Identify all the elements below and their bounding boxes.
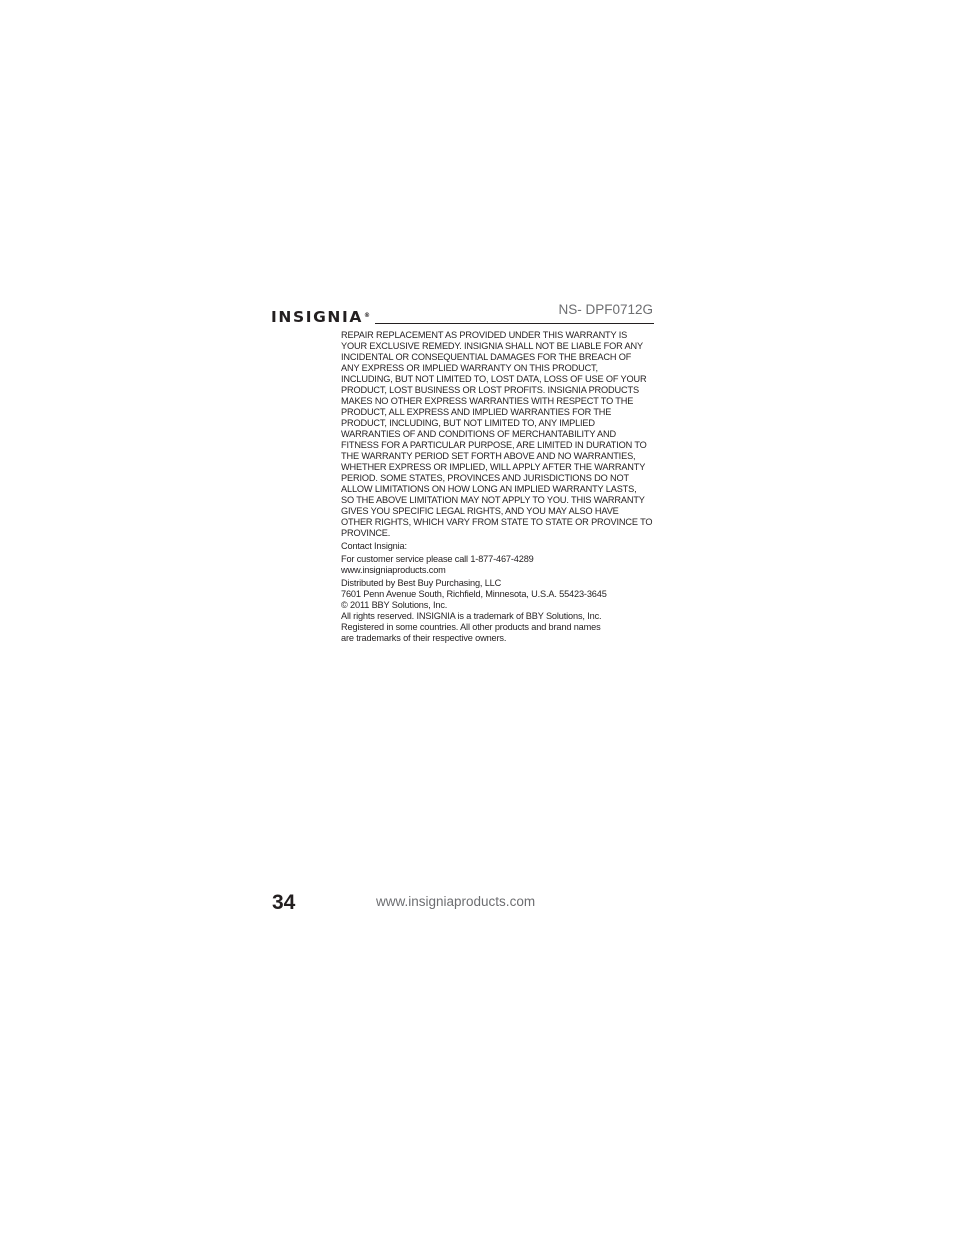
distributor-info: Distributed by Best Buy Purchasing, LLC 7601 Penn Avenue South, Richfield, Minnesota, U.S.A. 55423-3645 © 2011 BBY Solutions, Inc. All rights reserved. INSIGNIA is a trademark of BBY Solutions, Inc. Registered in some countries. All other products and brand names are trademarks of their respective owners. <box>341 578 607 643</box>
contact-heading: Contact Insignia: <box>341 541 407 551</box>
footer-url: www.insigniaproducts.com <box>376 894 536 909</box>
page-number: 34 <box>272 891 296 914</box>
warranty-limitation-text: REPAIR REPLACEMENT AS PROVIDED UNDER THIS WARRANTY IS YOUR EXCLUSIVE REMEDY. INSIGNIA SHALL NOT BE LIABLE FOR ANY INCIDENTAL OR CONSEQUENTIAL DAMAGES FOR THE BREACH OF ANY EXPRESS OR IMPLIED WARRANTY ON THIS PRODUCT, INCLUDING, BUT NOT LIMITED TO, LOST DATA, LOSS OF USE OF YOUR PRODUCT, LOST BUSINESS OR LOST PROFITS. INSIGNIA PRODUCTS MAKES NO OTHER EXPRESS WARRANTIES WITH RESPECT TO THE PRODUCT, ALL EXPRESS AND IMPLIED WARRANTIES FOR THE PRODUCT, INCLUDING, BUT NOT LIMITED TO, ANY IMPLIED WARRANTIES OF AND CONDITIONS OF MERCHANTABILITY AND FITNESS FOR A PARTICULAR PURPOSE, ARE LIMITED IN DURATION TO THE WARRANTY PERIOD SET FORTH ABOVE AND NO WARRANTIES, WHETHER EXPRESS OR IMPLIED, WILL APPLY AFTER THE WARRANTY PERIOD. SOME STATES, PROVINCES AND JURISDICTIONS DO NOT ALLOW LIMITATIONS ON HOW LONG AN IMPLIED WARRANTY LASTS, SO THE ABOVE LIMITATION MAY NOT APPLY TO YOU. THIS WARRANTY GIVES YOU SPECIFIC LEGAL RIGHTS, AND YOU MAY ALSO HAVE OTHER RIGHTS, WHICH VARY FROM STATE TO STATE OR PROVINCE TO PROVINCE. <box>341 330 653 538</box>
page-content <box>341 330 657 644</box>
insignia-logo <box>271 308 370 326</box>
registered-mark: ® <box>363 312 370 319</box>
model-number: NS- DPF0712G <box>558 302 653 317</box>
brand-name: INSIGNIA <box>271 308 363 326</box>
contact-info: For customer service please call 1-877-467-4289 www.insigniaproducts.com <box>341 554 534 575</box>
header-divider <box>375 323 654 324</box>
